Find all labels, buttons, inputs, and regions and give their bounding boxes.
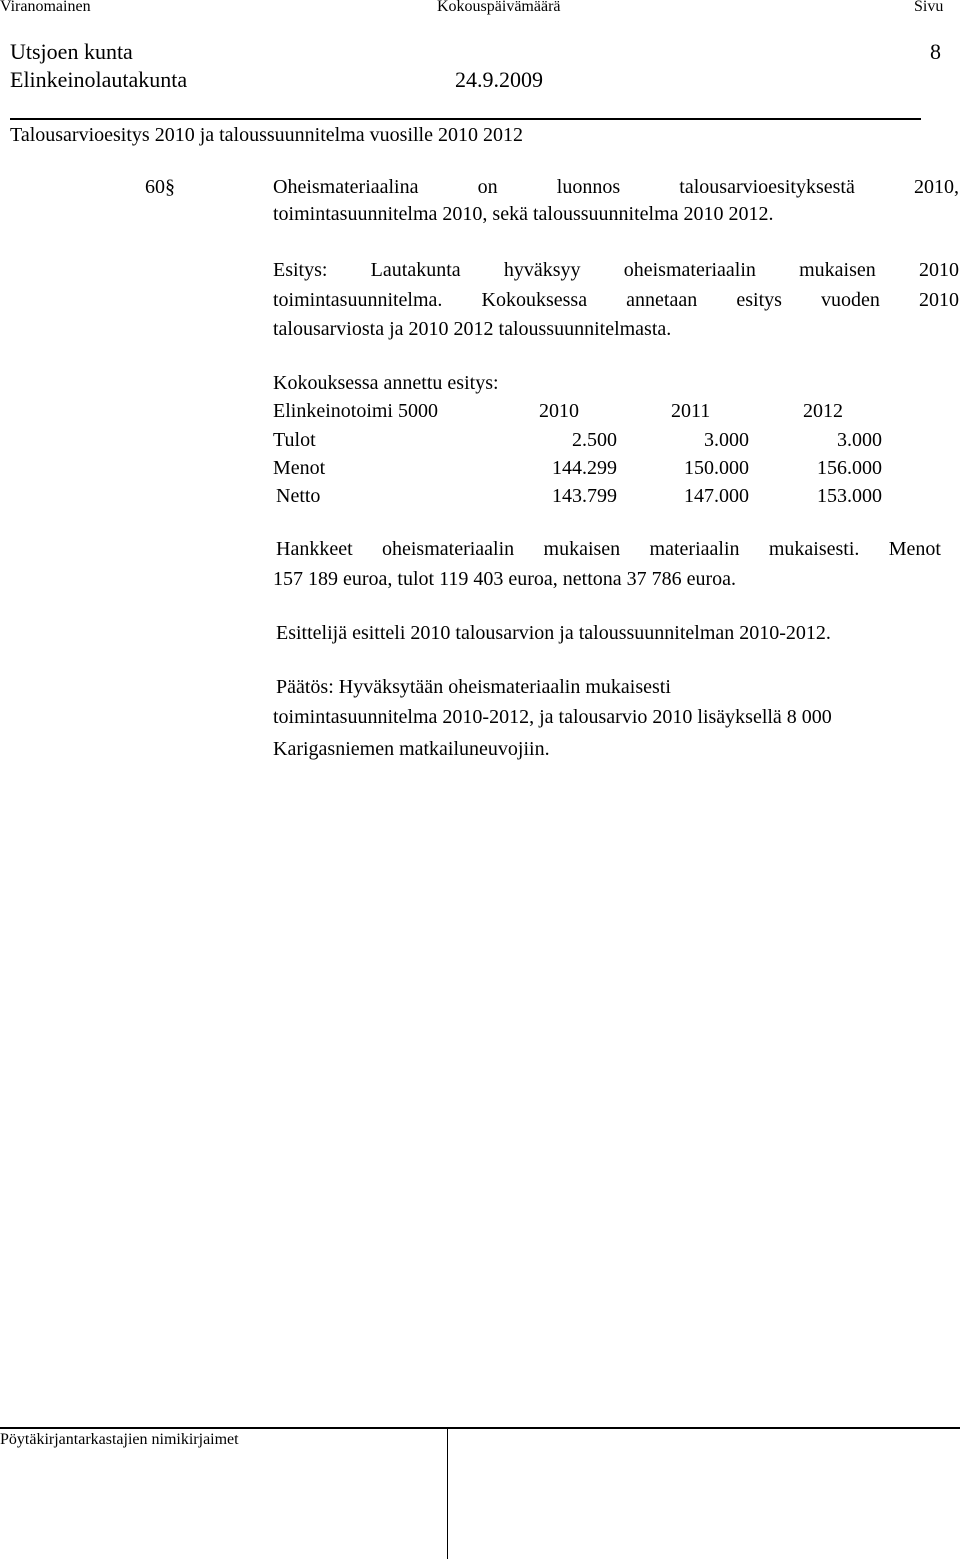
header-authority-label: Viranomainen	[0, 0, 91, 15]
table-cell: 2.500	[572, 429, 617, 451]
paragraph-proposal-block2	[273, 289, 959, 312]
meeting-date: 24.9.2009	[455, 67, 543, 92]
paragraph-materials	[273, 176, 959, 199]
paragraph-proposal-line3: talousarviosta ja 2010 2012 taloussuunnitelmasta.	[273, 318, 672, 340]
table-cell: 153.000	[817, 485, 882, 507]
signatures-label: Pöytäkirjantarkastajien nimikirjaimet	[0, 1431, 239, 1448]
table-row-label: Menot	[273, 457, 326, 479]
table-header-2012: 2012	[803, 400, 843, 422]
paragraph-presenter: Esittelijä esitteli 2010 talousarvion ja taloussuunnitelman 2010-2012.	[276, 622, 831, 644]
table-cell: 144.299	[552, 457, 617, 479]
paragraph-proposal	[273, 259, 959, 282]
footer-column-divider	[447, 1428, 448, 1559]
header-divider	[10, 118, 921, 120]
paragraph-materials-line1: Oheismateriaalina on luonnos talousarvioesityksestä 2010,	[273, 176, 959, 198]
table-header-2010: 2010	[539, 400, 579, 422]
paragraph-projects	[276, 538, 941, 561]
decision-line3: Karigasniemen matkailuneuvojiin.	[273, 738, 550, 760]
paragraph-proposal-line1: Esitys: Lautakunta hyväksyy oheismateriaalin mukaisen 2010	[273, 259, 959, 281]
page-number: 8	[930, 39, 941, 64]
table-cell: 3.000	[837, 429, 882, 451]
table-row-label: Netto	[276, 485, 321, 507]
decision-line1: Päätös: Hyväksytään oheismateriaalin mukaisesti	[276, 676, 671, 698]
header-page-label: Sivu	[914, 0, 944, 15]
paragraph-projects-line2: 157 189 euroa, tulot 119 403 euroa, nettona 37 786 euroa.	[273, 568, 737, 590]
header-meeting-date-label: Kokouspäivämäärä	[437, 0, 561, 15]
item-number	[145, 176, 175, 199]
paragraph-proposal-line2: toimintasuunnitelma. Kokouksessa annetaan esitys vuoden 2010	[273, 289, 959, 311]
table-cell: 156.000	[817, 457, 882, 479]
decision-line2: toimintasuunnitelma 2010-2012, ja talousarvio 2010 lisäyksellä 8 000	[273, 706, 832, 728]
table-header-label: Elinkeinotoimi 5000	[273, 400, 438, 422]
item-number-value: 60	[145, 176, 165, 198]
table-cell: 147.000	[684, 485, 749, 507]
table-cell: 150.000	[684, 457, 749, 479]
section-title: Talousarvioesitys 2010 ja taloussuunnitelma vuosille 2010 2012	[10, 124, 523, 146]
table-header-2011: 2011	[671, 400, 711, 422]
table-row-label: Tulot	[273, 429, 316, 451]
board-name: Elinkeinolautakunta	[10, 67, 188, 92]
paragraph-materials-line2: toimintasuunnitelma 2010, sekä taloussuunnitelma 2010 2012.	[273, 203, 774, 225]
footer-divider	[0, 1427, 960, 1429]
table-cell: 3.000	[704, 429, 749, 451]
paragraph-projects-line1: Hankkeet oheismateriaalin mukaisen materiaalin mukaisesti. Menot	[276, 538, 941, 560]
table-title: Kokouksessa annettu esitys:	[273, 372, 499, 394]
municipality-name: Utsjoen kunta	[10, 39, 133, 64]
table-cell: 143.799	[552, 485, 617, 507]
section-sign: §	[165, 176, 175, 198]
